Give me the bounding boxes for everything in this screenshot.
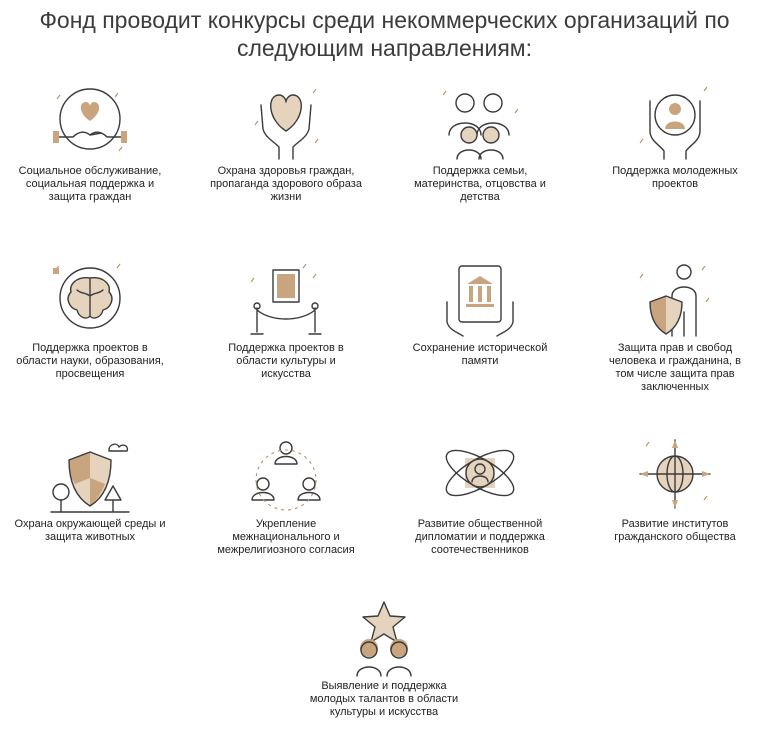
direction-item-memory[interactable] [400, 262, 560, 368]
direction-item-civil[interactable] [595, 438, 755, 544]
star-children-icon [339, 600, 429, 678]
tablet-monument-icon [435, 262, 525, 340]
direction-label: Развитие общественной дипломатии и поддержка соотечественников [415, 518, 545, 556]
direction-label: Социальное обслуживание, социальная поддержка и защита граждан [18, 165, 162, 203]
direction-label: Охрана здоровья граждан, пропаганда здорового образа жизни [210, 165, 362, 203]
direction-item-health[interactable] [206, 85, 366, 204]
direction-item-rights[interactable] [595, 262, 755, 394]
family-icon [435, 85, 525, 163]
direction-label: Укрепление межнационального и межрелигиозного согласия [217, 518, 355, 556]
direction-label: Выявление и поддержка молодых талантов в области культуры и искусства [309, 680, 459, 718]
direction-item-social[interactable] [10, 85, 170, 204]
heart-in-hands-icon [45, 85, 135, 163]
direction-item-science[interactable] [10, 262, 170, 381]
direction-item-ecology[interactable] [10, 438, 170, 544]
direction-item-youth[interactable] [595, 85, 755, 191]
direction-item-culture[interactable] [206, 262, 366, 381]
direction-label: Охрана окружающей среды и защита животных [14, 518, 166, 543]
direction-label: Поддержка проектов в области науки, образования, просвещения [16, 342, 164, 380]
page-title [0, 6, 769, 62]
globe-compass-icon [630, 438, 720, 516]
people-network-icon [241, 438, 331, 516]
youth-hands-icon [630, 85, 720, 163]
direction-label: Поддержка молодежных проектов [612, 165, 738, 190]
direction-label: Сохранение исторической памяти [412, 342, 548, 367]
direction-item-family[interactable] [400, 85, 560, 204]
direction-label: Развитие институтов гражданского общества [614, 518, 736, 543]
brain-icon [45, 262, 135, 340]
direction-item-talents[interactable] [304, 600, 464, 719]
shield-person-icon [630, 262, 720, 340]
heart-hands-icon [241, 85, 331, 163]
title-line-2: следующим направлениям: [237, 35, 532, 61]
direction-item-diplomacy[interactable] [400, 438, 560, 557]
direction-item-harmony[interactable] [206, 438, 366, 557]
direction-label: Поддержка проектов в области культуры и искусства [228, 342, 344, 380]
direction-label: Защита прав и свобод человека и гражданина, в том числе защита прав заключенных [609, 342, 741, 393]
title-line-1: Фонд проводит конкурсы среди некоммерческих организаций по [39, 7, 730, 33]
museum-painting-icon [241, 262, 331, 340]
orbit-person-icon [435, 438, 525, 516]
direction-label: Поддержка семьи, материнства, отцовства и детства [414, 165, 546, 203]
shield-nature-icon [45, 438, 135, 516]
